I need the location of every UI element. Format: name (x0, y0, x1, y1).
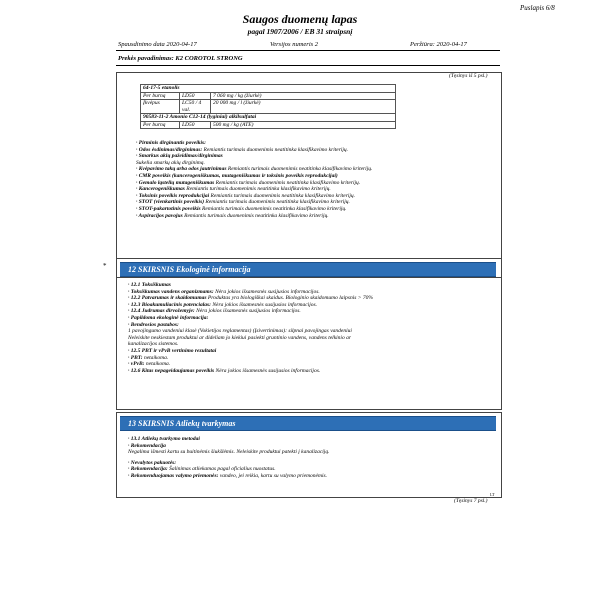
section-12-content (128, 282, 373, 374)
list-item: · Toksiškumas vandens organizmams: Nėra jokios išsamesnės susijusios informacijos. (128, 288, 320, 295)
header-divider (116, 50, 500, 51)
table-row (141, 114, 396, 122)
continued-to: (Tęsinys 7 psl.) (454, 498, 488, 504)
list-item: · Pirminis dirginantis poveikis: (136, 140, 206, 146)
list-item: kanalizacijos sistemos. (128, 341, 179, 348)
route-cell: Per burną (141, 92, 180, 100)
value-cell: 500 mg / kg (ATE) (211, 121, 396, 129)
document-subtitle: pagal 1907/2006 / EB 31 straipsnį (247, 27, 353, 36)
list-item: · Rekomenduojamas valymo priemonės: vandeo, jei reikia, kartu su valymo priemonėmis. (128, 472, 328, 479)
list-item: · Kvėpavimo takų arba odos jautrinimas Remiantis turimais duomenimis neatitinka klasifikavimo kriterijų. (136, 166, 373, 173)
product-name: Prekės pavadinimas: K2 COROTOL STRONG (118, 55, 243, 62)
list-item: · Gemalo ląstelių mutageniškumas Remiantis turimais duomenimis neatitinka klasifikavimo kriterijų. (136, 179, 361, 186)
cas-alkylsulfates: 90583-11-2 Amonio C12-14 (lyginiai) alkilsulfatai (141, 114, 396, 122)
value-cell: 7 060 mg / kg (žiurkė) (211, 92, 396, 100)
list-item: · PBT: netaikoma. (128, 354, 169, 361)
list-item: · 12.6 Kitas nepageidaujamas poveikis Nėra jokios išsamesnės susijusios informacijos. (128, 367, 321, 374)
country-code: LT (490, 492, 495, 497)
list-item: · Kancerogeniškumas Remiantis turimais duomenimis neatitinka klasifikavimo kriterijų. (136, 186, 331, 193)
page-number: Puslapis 6/8 (520, 4, 555, 12)
list-item: · 13.1 Atliekų tvarkymo metodai (128, 436, 200, 442)
list-item: · 12.4 Judrumas dirvožemyje: Nėra jokios išsamesnės susijusios informacijos. (128, 308, 301, 315)
list-item: · Papildoma ekologinė informacija: (128, 314, 209, 321)
list-item: · Nevalytos pakuotės: (128, 459, 177, 466)
value-cell: 20 000 mg / l (žiurkė) (211, 100, 396, 114)
revision-marker: * (103, 262, 107, 270)
list-item: · Rekomendacija: Šalinimas atliekamas pagal oficialius nuostatus. (128, 466, 276, 473)
list-item: · 12.3 Bioakumuliacinis potencialas: Nėra jokios išsamesnės susijusios informacijos. (128, 301, 318, 308)
version-number: Versijos numeris 2 (270, 41, 319, 48)
list-item: · 12.2 Patvarumas ir skaidomumas Produktas yra biologiškai skaidus. Biologinio skaidomumo laipsnis > 70% (128, 295, 373, 302)
cas-ethanol: 64-17-5 etanolis (141, 85, 396, 93)
type-cell: LD50 (180, 92, 211, 100)
list-item: · STOT-pakartotinis poveikis Remiantis turimais duomenimis neatitinka klasifikavimo kriterijų. (136, 205, 347, 212)
review-date: Peržiūra: 2020-04-17 (410, 41, 467, 48)
list-item: · Bendrosios pastabos: (128, 321, 179, 328)
list-item: · Toksinis poveikis reprodukcijai Remiantis turimais duomenimis neatitinka klasifikavimo kriterijų. (136, 192, 356, 199)
section-13-header: 13 SKIRSNIS Atliekų tvarkymas (120, 416, 496, 431)
document-title: Saugos duomenų lapas (242, 12, 358, 26)
list-item: · Rekomendacija (128, 442, 166, 449)
list-item: · Aspiracijos pavojus Remiantis turimais duomenimis neatitinka klasifikavimo kriterijų. (136, 212, 329, 219)
type-cell: LD50 (180, 121, 211, 129)
list-item: · Smarkus akių pažeidimas/dirginimas (136, 153, 223, 160)
list-item: · Odos ėsdinimas/dirginimas: Remiantis turimais duomenimis neatitinka klasifikavimo kriterijų. (136, 146, 349, 153)
list-item: 1 pavojingumo vandeniui klasė (Vokietijos reglamentas) (Įsivertinimas): silpnai pavojingas vandeniui (128, 328, 352, 335)
route-cell: Per burną (141, 121, 180, 129)
table-row (141, 85, 396, 93)
type-cell: LC50 / 4 val. (180, 100, 211, 114)
list-item: · 12.5 PBT ir vPvB vertinimo rezultatai (128, 347, 217, 354)
toxicity-table (140, 84, 396, 129)
table-row (141, 121, 396, 129)
list-item: · CMR poveikis (kancerogeniškumas, mutageniškumas ir toksinis poveikis reprodukcijai) (136, 172, 338, 179)
table-row (141, 92, 396, 100)
list-item: Sukelia smarkų akių dirginimą. (136, 159, 205, 166)
table-row (141, 100, 396, 114)
continued-from: (Tęsinys iš 5 psl.) (449, 73, 488, 79)
section-12-header: 12 SKIRSNIS Ekologinė informacija (120, 262, 496, 277)
print-date: Spausdinimo data 2020-04-17 (118, 41, 197, 48)
list-item: Negalima išmesti kartu su buitinėmis šiukšlėmis. Neleiskite produktui patekti į kanalizaciją. (128, 449, 330, 456)
section-13-content (128, 436, 329, 480)
list-item: · vPvB: netaikoma. (128, 361, 171, 368)
product-divider (116, 65, 500, 66)
list-item: · STOT (vienkartinis poveikis) Remiantis turimais duomenimis neatitinka klasifikavimo kriterijų. (136, 199, 350, 206)
effects-list (136, 140, 372, 219)
list-item: · 12.1 Toksiškumas (128, 282, 171, 288)
list-item: Neleiskite neskiestam produktui ar dideliam jo kiekiui pasiekti gruntinio vandens, vandens telkinio ar (128, 334, 351, 341)
route-cell: Įkvėpus (141, 100, 180, 114)
